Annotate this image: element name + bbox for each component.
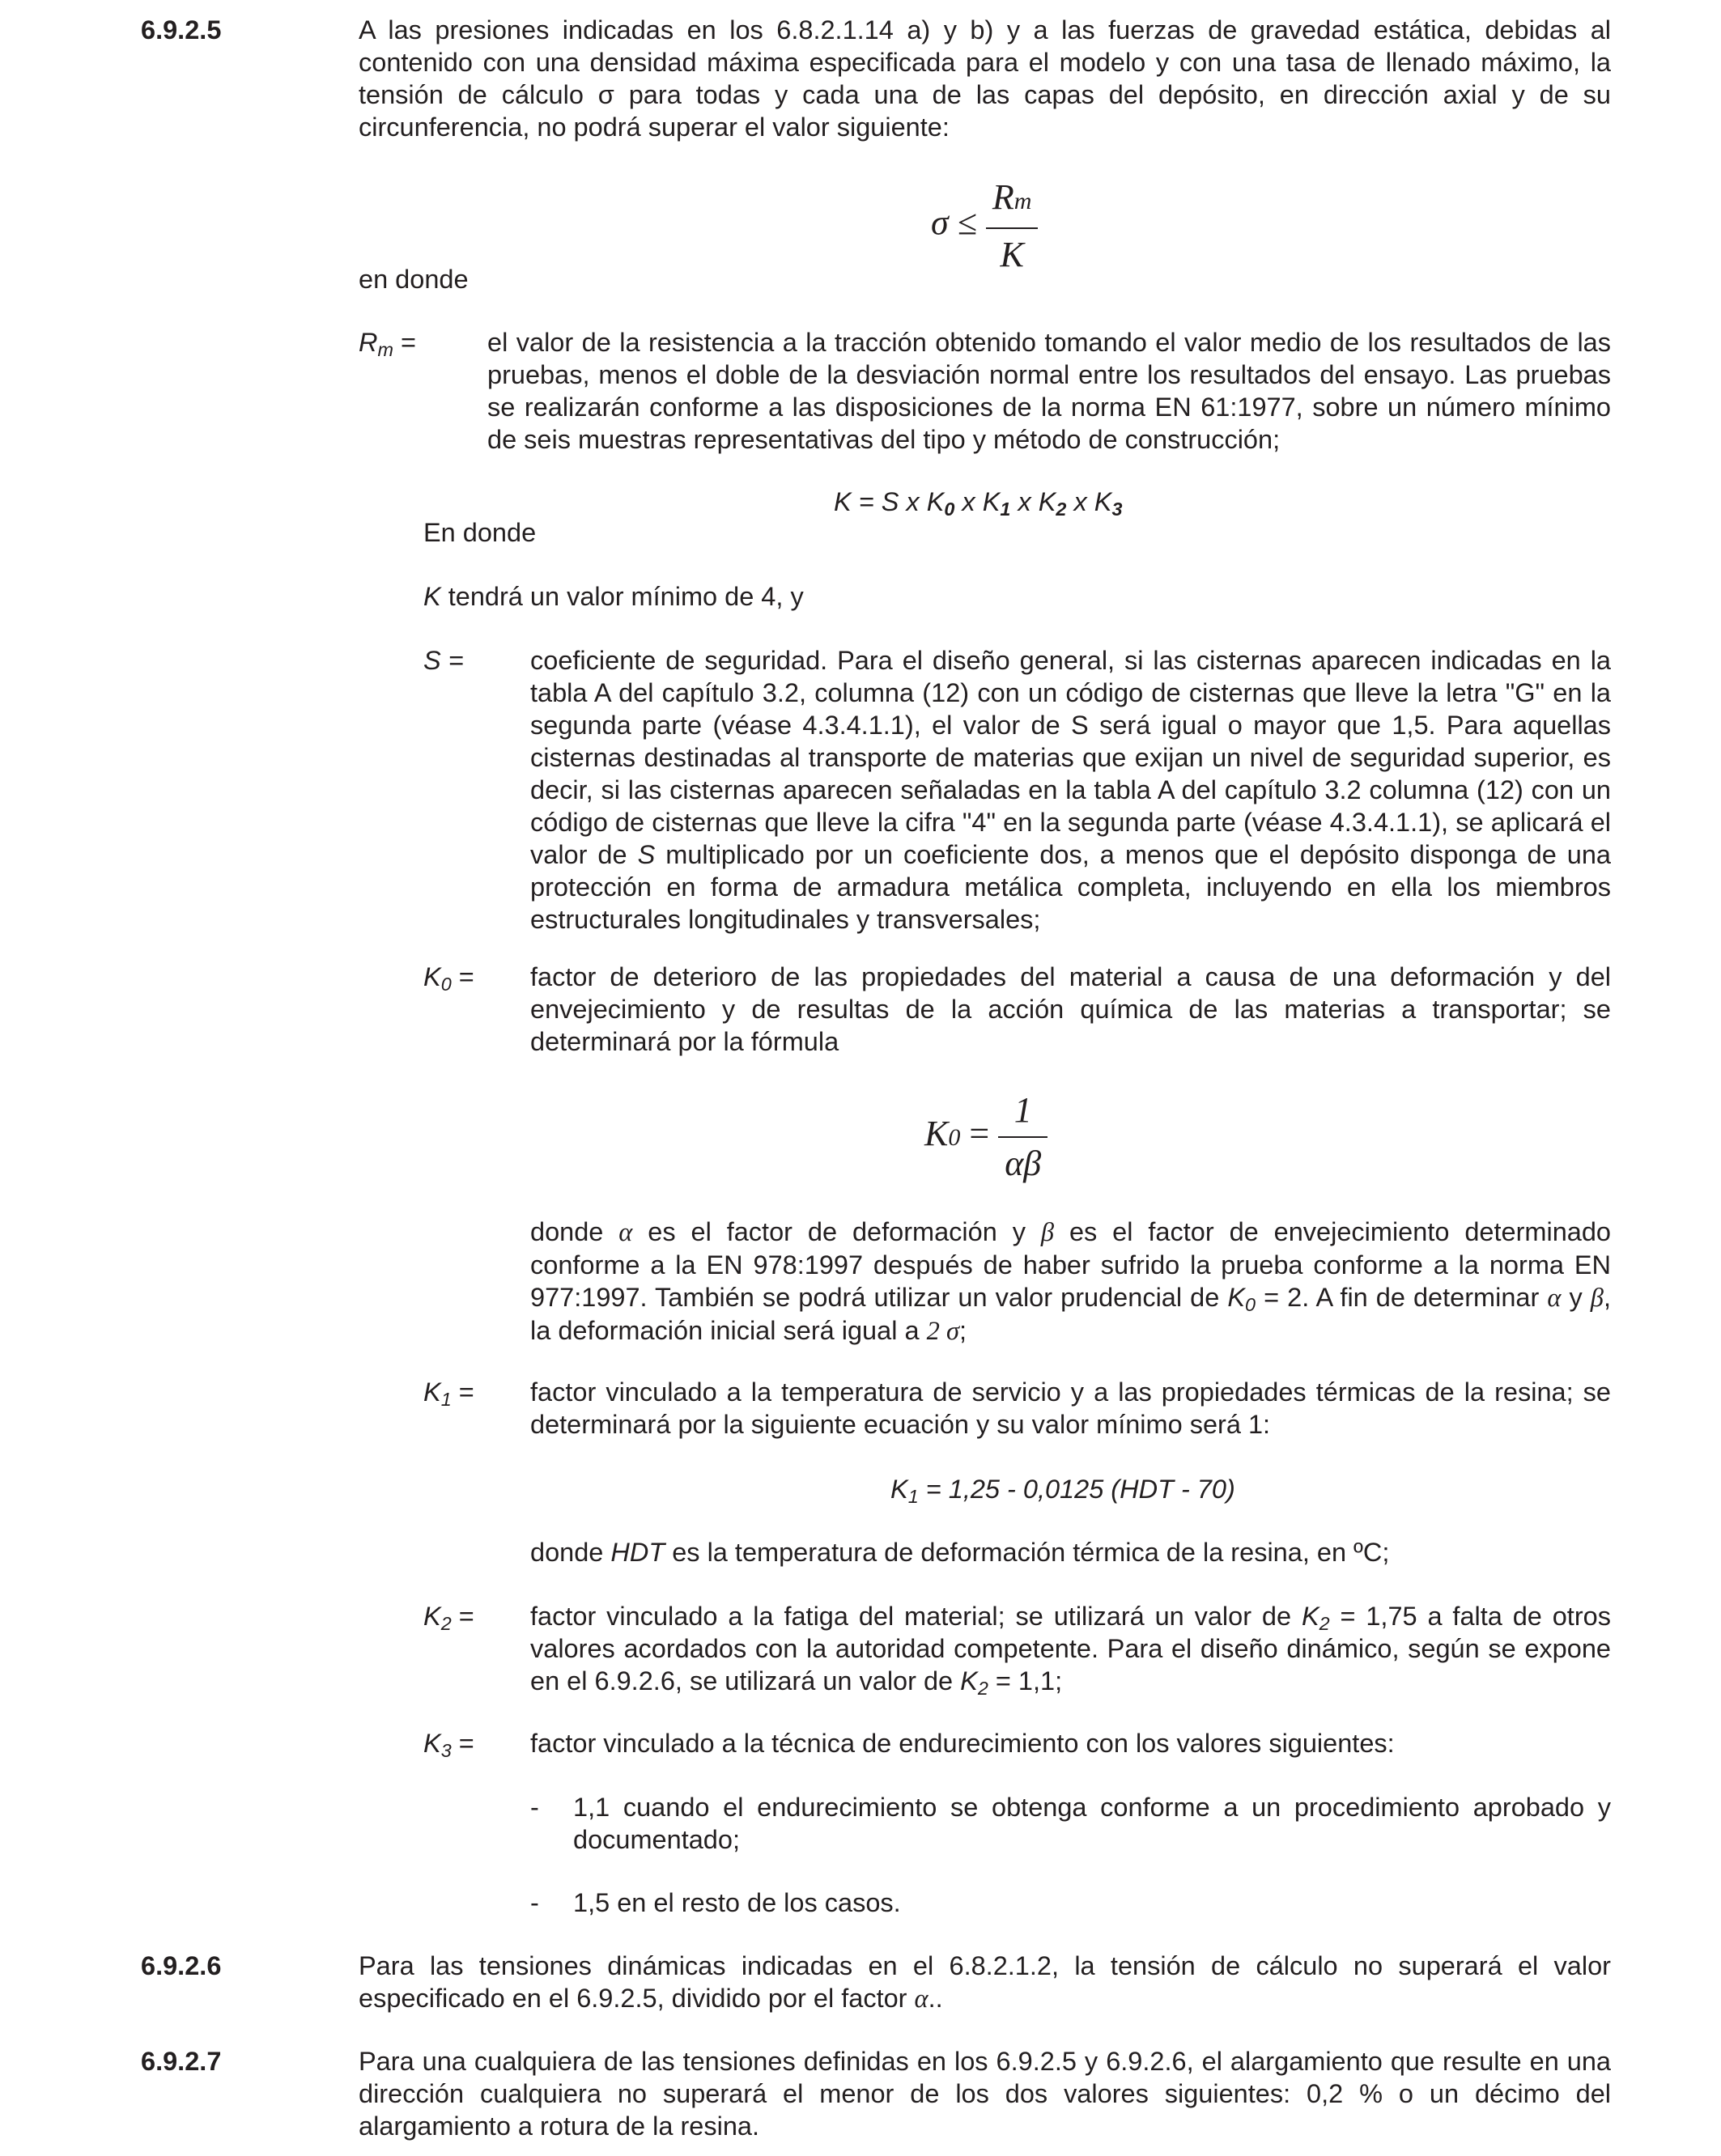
beta-symbol: β [1040, 1218, 1055, 1247]
k-formula-part: K = S x K [834, 487, 945, 516]
k2-symbol-sub: 2 [1319, 1612, 1330, 1634]
s-definition [530, 644, 1611, 936]
k0-formula-equals: = [960, 1114, 990, 1154]
k-formula-sub: 2 [1056, 498, 1067, 520]
sigma-formula-fraction [986, 176, 1039, 276]
k2-symbol-sub: 2 [977, 1677, 988, 1699]
k1-formula-part: K [890, 1475, 908, 1504]
k1-formula-sub: 1 [907, 1485, 919, 1507]
fraction-denominator: αβ [1005, 1144, 1042, 1183]
k0-explanation-part: es el factor de deformación y [632, 1217, 1041, 1246]
sigma-formula-lhs: σ ≤ [931, 202, 977, 243]
k-formula-part: x K [954, 487, 1001, 516]
fraction-numerator-sub: m [1013, 188, 1032, 214]
hdt-explanation [530, 1536, 1389, 1568]
k1-formula [890, 1473, 1235, 1505]
k0-symbol-sub: 0 [440, 973, 452, 995]
k0-symbol: K [1227, 1283, 1246, 1312]
k1-definition: factor vinculado a la temperatura de servicio y a las propiedades térmicas de la resina; se determinará por la siguiente ecuación y su valor mínimo será 1: [530, 1377, 1611, 1439]
section-text-part: .. [928, 1984, 943, 2013]
s-label: S = [423, 646, 464, 675]
sigma-formula [931, 176, 1038, 276]
bullet-item-1: 1,1 cuando el endurecimiento se obtenga conforme a un procedimiento aprobado y documentado; [573, 1793, 1611, 1854]
section-number-6-9-2-5: 6.9.2.5 [141, 15, 222, 45]
beta-symbol: β [1590, 1284, 1604, 1313]
k0-formula-fraction [998, 1089, 1047, 1185]
k-minimum-line [423, 580, 804, 613]
en-donde-label: en donde [359, 265, 469, 294]
s-symbol: S [637, 840, 656, 869]
k1-equals: = [451, 1377, 474, 1407]
k0-explanation-part: es el factor de envejecimiento determinado conforme a la EN 978:1997 después de haber sufrido la prueba conforme a la norma EN 977:1997. También se podrá utilizar un valor prudencial de [530, 1217, 1611, 1312]
k0-explanation-part: = 2. A fin de determinar [1256, 1283, 1548, 1312]
k1-label [423, 1376, 474, 1408]
section-text-6-9-2-7: Para una cualquiera de las tensiones definidas en los 6.9.2.5 y 6.9.2.6, el alargamiento que resulte en una dirección cualquiera no superará el menor de los dos valores siguientes: 0,2 % o un décimo del alargamiento a rotura de la resina. [359, 2047, 1611, 2141]
rm-equals: = [393, 328, 416, 357]
alpha-symbol: α [914, 1984, 928, 2014]
k-symbol: K [423, 582, 441, 611]
k0-explanation [530, 1216, 1611, 1348]
k0-explanation-part: , la deformación inicial será igual a [530, 1283, 1612, 1345]
fraction-bar [998, 1136, 1047, 1138]
k0-definition: factor de deterioro de las propiedades del material a causa de una deformación y del envejecimiento y de resultas de la acción química de las materias a transportar; se determinará por la fórmula [530, 962, 1611, 1056]
bullet-dash-1: - [530, 1793, 539, 1822]
rm-definition: el valor de la resistencia a la tracción obtenido tomando el valor medio de los resultados de las pruebas, menos el doble de la desviación normal entre los resultados del ensayo. Las pruebas se realizarán conforme a las disposiciones de la norma EN 61:1977, sobre un número mínimo de seis muestras representativas del tipo y método de construcción; [487, 328, 1611, 454]
hdt-symbol: HDT [610, 1538, 665, 1567]
k0-explanation-part: donde [530, 1217, 619, 1246]
section-number-6-9-2-6: 6.9.2.6 [141, 1951, 222, 1980]
rm-label [359, 326, 416, 359]
k2-symbol: K [960, 1666, 978, 1696]
k-formula-part: x K [1010, 487, 1056, 516]
k2-symbol-sub: 2 [440, 1612, 452, 1634]
en-donde-label-2: En donde [423, 518, 537, 547]
k3-symbol-sub: 3 [440, 1739, 452, 1761]
k0-symbol: K [423, 962, 441, 991]
k0-explanation-part: ; [958, 1316, 967, 1345]
k-formula-sub: 0 [944, 498, 955, 520]
k1-formula-part: = 1,25 - 0,0125 (HDT - 70) [918, 1475, 1235, 1504]
k-minimum-text: tendrá un valor mínimo de 4, y [440, 582, 804, 611]
s-definition-part: coeficiente de seguridad. Para el diseño general, si las cisternas aparecen indicadas en la tabla A del capítulo 3.2, columna (12) con un código de cisternas que lleve la letra "G" en la segunda parte (véase 4.3.4.1.1), el valor de S será igual o mayor que 1,5. Para aquellas cisternas destinadas al transporte de materias que exijan un nivel de seguridad superior, es decir, si las cisternas aparecen señaladas en la tabla A del capítulo 3.2 columna (12) con un código de cisternas que lleve la cifra "4" en la segunda parte (véase 4.3.4.1.1), se aplicará el valor de [530, 646, 1611, 869]
section-text-part: Para las tensiones dinámicas indicadas en el 6.8.2.1.2, la tensión de cálculo no superará el valor especificado en el 6.9.2.5, dividido por el factor [359, 1951, 1611, 2013]
k0-formula [924, 1089, 1047, 1185]
rm-symbol-sub: m [377, 338, 393, 360]
alpha-symbol: α [618, 1218, 633, 1247]
fraction-bar [986, 227, 1039, 229]
k0-symbol-sub: 0 [1245, 1293, 1256, 1315]
s-definition-part: multiplicado por un coeficiente dos, a menos que el depósito disponga de una protección en forma de armadura metálica completa, incluyendo en ella los miembros estructurales longitudinales y transversales; [530, 840, 1611, 934]
fraction-denominator: K [1000, 235, 1024, 274]
alpha-symbol: α [1547, 1284, 1562, 1313]
rm-symbol: R [359, 328, 378, 357]
k3-definition: factor vinculado a la técnica de endurecimiento con los valores siguientes: [530, 1729, 1395, 1758]
section-text-6-9-2-6 [359, 1950, 1611, 2015]
k3-label [423, 1727, 474, 1759]
hdt-explanation-part: donde [530, 1538, 611, 1567]
k2-symbol: K [1301, 1602, 1319, 1631]
fraction-numerator: 1 [1013, 1090, 1032, 1130]
k2-equals: = [451, 1602, 474, 1631]
k1-symbol-sub: 1 [440, 1388, 452, 1410]
hdt-explanation-part: es la temperatura de deformación térmica de la resina, en ºC; [665, 1538, 1390, 1567]
section-number-6-9-2-7: 6.9.2.7 [141, 2047, 222, 2076]
section-text-6-9-2-5: A las presiones indicadas en los 6.8.2.1.14 a) y b) y a las fuerzas de gravedad estática, debidas al contenido con una densidad máxima especificada para el modelo y con una tasa de llenado máximo, la tensión de cálculo σ para todas y cada una de las capas del depósito, en dirección axial y de su circunferencia, no podrá superar el valor siguiente: [359, 15, 1611, 142]
k1-symbol: K [423, 1377, 441, 1407]
k2-symbol: K [423, 1602, 441, 1631]
k2-definition-part: = 1,1; [988, 1666, 1063, 1696]
k2-definition-part: = 1,75 a falta de otros valores acordados con la autoridad competente. Para el diseño dinámico, según se expone en el 6.9.2.6, se utilizará un valor de [530, 1602, 1611, 1696]
k0-formula-lhs-sub: 0 [948, 1124, 961, 1152]
k-formula-sub: 3 [1111, 498, 1123, 520]
k3-symbol: K [423, 1729, 441, 1758]
k2-definition-part: factor vinculado a la fatiga del material; se utilizará un valor de [530, 1602, 1302, 1631]
fraction-numerator: R [992, 177, 1014, 217]
k-formula-sub: 1 [1000, 498, 1011, 520]
k2-definition [530, 1600, 1611, 1697]
k0-equals: = [451, 962, 474, 991]
bullet-item-2: 1,5 en el resto de los casos. [573, 1888, 901, 1917]
k2-label [423, 1600, 474, 1632]
k-formula [834, 486, 1122, 518]
k0-formula-lhs: K [924, 1114, 949, 1154]
k0-label [423, 961, 474, 993]
k3-equals: = [451, 1729, 474, 1758]
two-sigma: 2 σ [926, 1317, 959, 1346]
k0-explanation-part: y [1561, 1283, 1591, 1312]
k-formula-part: x K [1066, 487, 1112, 516]
bullet-dash-2: - [530, 1888, 539, 1917]
